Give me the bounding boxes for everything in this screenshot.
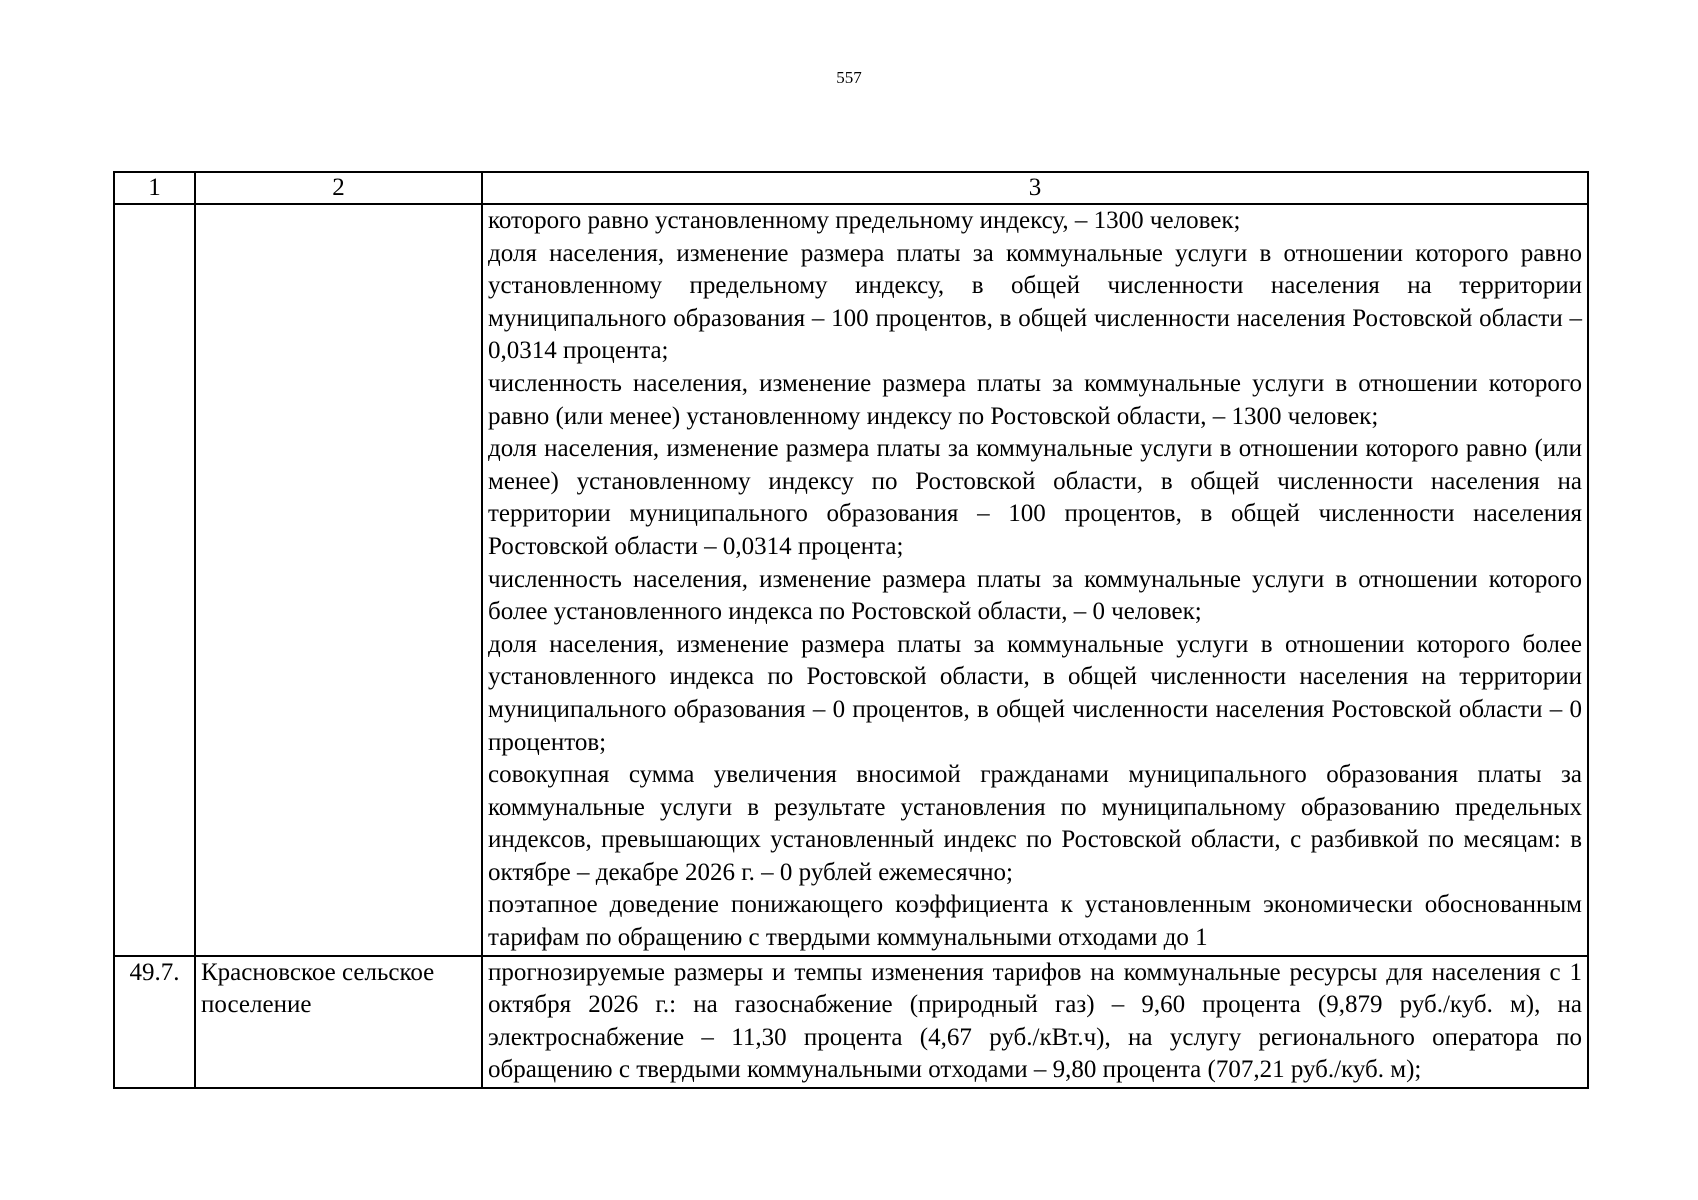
data-table (113, 171, 1589, 1089)
table-row-continuation (114, 204, 1588, 956)
paragraph: численность населения, изменение размера платы за коммунальные услуги в отношении которого равно (или менее) установленному индексу по Ростовской области, – 1300 человек; (488, 369, 1582, 430)
row-number-cell: 49.7. (114, 956, 195, 1088)
settlement-name-cell (195, 204, 482, 956)
column-header-1: 1 (114, 172, 195, 204)
paragraph: прогнозируемые размеры и темпы изменения тарифов на коммунальные ресурсы для населения с 1 октября 2026 г.: на газоснабжение (природный газ) – 9,60 процента (9,879 руб./куб. м), на электроснабжение – 11,30 процента (4,67 руб./кВт.ч), на услугу регионального оператора по обращению с твердыми коммунальными отходами – 9,80 процента (707,21 руб./куб. м); (488, 958, 1582, 1084)
paragraph: доля населения, изменение размера платы за коммунальные услуги в отношении которого равно установленному предельному индексу, в общей численности населения на территории муниципального образования – 100 процентов, в общей численности населения Ростовской области – 0,0314 процента; (488, 239, 1582, 365)
header-row (114, 172, 1588, 204)
description-cell (482, 204, 1588, 956)
paragraph: численность населения, изменение размера платы за коммунальные услуги в отношении которого более установленного индекса по Ростовской области, – 0 человек; (488, 565, 1582, 626)
settlement-name-cell: Красновское сельское поселение (195, 956, 482, 1088)
paragraph: доля населения, изменение размера платы за коммунальные услуги в отношении которого более установленного индекса по Ростовской области, в общей численности населения на территории муниципального образования – 0 процентов, в общей численности населения Ростовской области – 0 процентов; (488, 630, 1582, 756)
paragraph: доля населения, изменение размера платы за коммунальные услуги в отношении которого равно (или менее) установленному индексу по Ростовской области, в общей численности населения на территории муниципального образования – 100 процентов, в общей численности населения Ростовской области – 0,0314 процента; (488, 435, 1582, 560)
description-cell (482, 956, 1588, 1088)
column-header-3: 3 (482, 172, 1588, 204)
paragraph: которого равно установленному предельному индексу, – 1300 человек; (488, 207, 1241, 234)
column-header-2: 2 (195, 172, 482, 204)
paragraph: поэтапное доведение понижающего коэффициента к установленным экономически обоснованным тарифам по обращению с твердыми коммунальными отходами до 1 (488, 891, 1582, 952)
table-row-49-7 (114, 956, 1588, 1088)
row-number-cell (114, 204, 195, 956)
page-number: 557 (836, 68, 862, 87)
paragraph: совокупная сумма увеличения вносимой гражданами муниципального образования платы за коммунальные услуги в результате установления по муниципальному образованию предельных индексов, превышающих установленный индекс по Ростовской области, с разбивкой по месяцам: в октябре – декабре 2026 г. – 0 рублей ежемесячно; (488, 761, 1582, 886)
